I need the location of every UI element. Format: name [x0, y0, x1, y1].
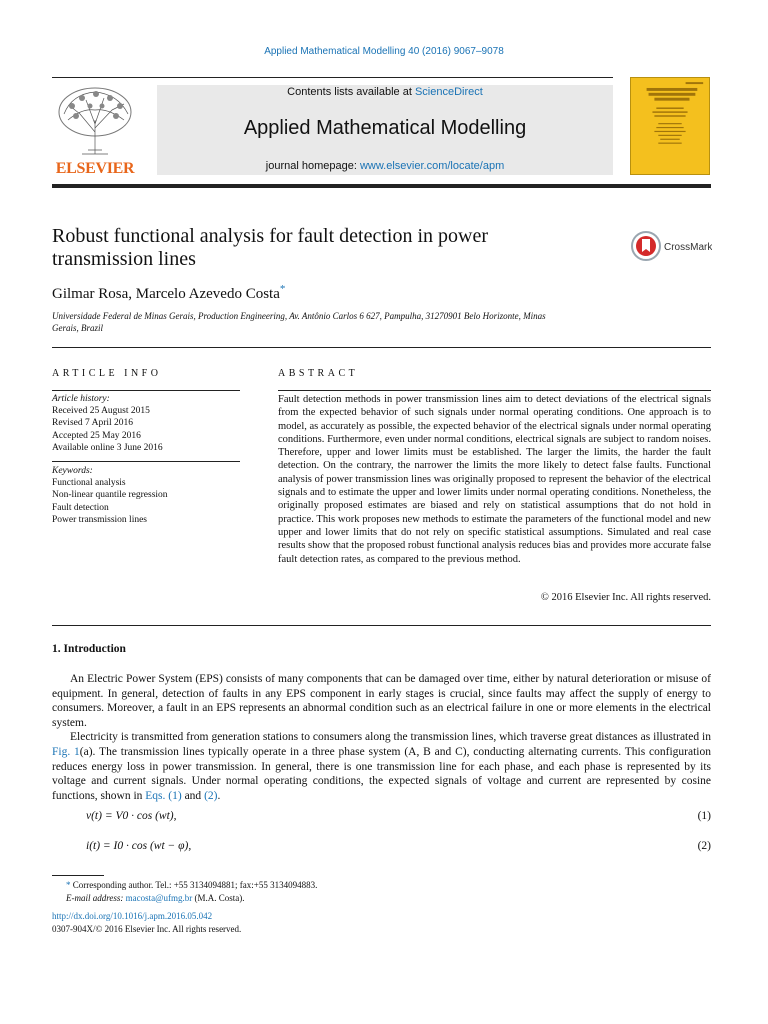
- equation-2-number: (2): [697, 840, 711, 852]
- paragraph: An Electric Power System (EPS) consists of many components that can be damaged over time, either by natural deterioration or misuse of equipment. In general, detection of faults in any EPS component in early stages is crucial, since faults may affect the supply of energy to consumers. Moreover, a fault in an EPS represents an abnormal condition such as an electrical failure in one or more elements in the electrical system.: [52, 673, 711, 729]
- paragraph-text: and: [181, 789, 205, 802]
- divider: [52, 77, 613, 78]
- elsevier-wordmark: ELSEVIER: [55, 160, 135, 177]
- paragraph-text: (a). The transmission lines typically operate in a three phase system (A, B and C), conducting alternating currents. This configuration reduces energy loss in power transmission. In general, there is one transmission line for each phase, and each phase is represented by its voltage and current signals. Under normal operating conditions, the expected signals of voltage and current are represented by cosine functions, shown in: [52, 745, 711, 802]
- received-date: Received 25 August 2015: [52, 406, 150, 417]
- footnotes: [52, 879, 711, 935]
- footnote-mark: *: [66, 880, 71, 890]
- online-date: Available online 3 June 2016: [52, 442, 163, 453]
- doi-link[interactable]: http://dx.doi.org/10.1016/j.apm.2016.05.042: [52, 911, 213, 921]
- abstract-text: Fault detection methods in power transmission lines aim to detect deviations of the electrical signals from the expected behavior of such signals under normal operating conditions. One approach is to model, as accurately as possible, the expected behavior of the electrical signals under normal operating conditions. Furthermore, even under normal conditions, electrical signals are subject to random noises. Therefore, upper and lower limits must be established. The larger the limits, the harder the fault detection. On the contrary, the narrower the limits the more likely to detect false faults. Functional analysis of power transmission lines was originally proposed to represent the behavior of the electrical signals and to estimate the upper and lower limits under normal operating conditions. Nonetheless, the originally proposed estimates are biased and rely on statistical assumptions that do not hold in practice. This work proposes new methods to estimate the parameters of the functional model and new upper and lower limits that do not rely on specific statistical assumptions. Simulated and real case results show that the proposed robust functional analysis reduces bias and provides more accurate false fault detection rates, as compared to the previous method.: [278, 394, 711, 565]
- history-label: Article history:: [52, 394, 110, 404]
- keyword-item: Fault detection: [52, 502, 109, 513]
- journal-title: Applied Mathematical Modelling: [243, 117, 527, 139]
- revised-date: Revised 7 April 2016: [52, 418, 134, 429]
- journal-citation[interactable]: Applied Mathematical Modelling 40 (2016) 9067–9078: [264, 46, 504, 57]
- paragraph-text: .: [217, 789, 221, 802]
- divider: [278, 390, 711, 391]
- sciencedirect-link[interactable]: ScienceDirect: [414, 86, 483, 98]
- email-suffix: (M.A. Costa).: [192, 892, 245, 903]
- keywords-label: Keywords:: [52, 466, 93, 476]
- keyword-item: Functional analysis: [52, 478, 126, 489]
- homepage-link[interactable]: www.elsevier.com/locate/apm: [359, 160, 505, 172]
- article-info-heading: ARTICLE INFO: [52, 368, 162, 379]
- equation-1-number: (1): [697, 810, 711, 822]
- homepage-prefix: journal homepage:: [265, 160, 360, 172]
- footnote-divider: [52, 875, 104, 876]
- divider: [52, 461, 240, 462]
- keyword-item: Non-linear quantile regression: [52, 490, 168, 501]
- contents-prefix: Contents lists available at: [287, 86, 415, 98]
- journal-cover-image[interactable]: [630, 77, 710, 175]
- crossmark-label: CrossMark: [664, 242, 712, 253]
- contents-line: [157, 86, 613, 98]
- divider: [52, 390, 240, 391]
- abstract-heading: ABSTRACT: [278, 368, 359, 379]
- corresponding-author-mark[interactable]: *: [279, 283, 286, 295]
- author-names: Gilmar Rosa, Marcelo Azevedo Costa: [52, 286, 280, 302]
- authors: [52, 283, 285, 303]
- corresponding-text: Corresponding author. Tel.: +55 3134094881; fax:+55 3134094883.: [70, 880, 318, 890]
- paragraph: [52, 730, 711, 803]
- accepted-date: Accepted 25 May 2016: [52, 430, 141, 441]
- article-history: [52, 393, 240, 454]
- article-title: Robust functional analysis for fault detection in power transmission lines: [52, 225, 489, 270]
- corresponding-author-note: [52, 879, 711, 892]
- email-link[interactable]: macosta@ufmg.br: [125, 892, 193, 903]
- figure-link[interactable]: Fig. 1: [52, 745, 80, 758]
- section-heading-introduction: 1. Introduction: [52, 643, 126, 655]
- divider: [52, 625, 711, 626]
- equation-1: v(t) = V0 · cos (wt),: [86, 810, 177, 822]
- crossmark-icon[interactable]: [630, 230, 712, 262]
- equation-link[interactable]: (2): [204, 789, 218, 802]
- affiliation: Universidade Federal de Minas Gerais, Production Engineering, Av. Antônio Carlos 6 627, Pampulha, 31270901 Belo Horizonte, Minas Gerais, Brazil: [52, 311, 546, 333]
- intro-body: [52, 672, 711, 803]
- email-note: [52, 892, 711, 905]
- issn-copyright: 0307-904X/© 2016 Elsevier Inc. All rights reserved.: [52, 923, 242, 934]
- divider: [52, 347, 711, 348]
- header-divider: [52, 184, 711, 188]
- keywords: [52, 465, 240, 526]
- equation-2: i(t) = I0 · cos (wt − φ),: [86, 840, 192, 852]
- abstract-copyright: © 2016 Elsevier Inc. All rights reserved.: [540, 592, 711, 603]
- email-label: E-mail address:: [66, 892, 126, 903]
- homepage-line: [157, 160, 613, 172]
- equation-link[interactable]: Eqs. (1): [145, 789, 182, 802]
- paragraph-text: Electricity is transmitted from generation stations to consumers along the transmission lines, which traverse great distances as illustrated in: [70, 731, 711, 744]
- keyword-item: Power transmission lines: [52, 514, 147, 525]
